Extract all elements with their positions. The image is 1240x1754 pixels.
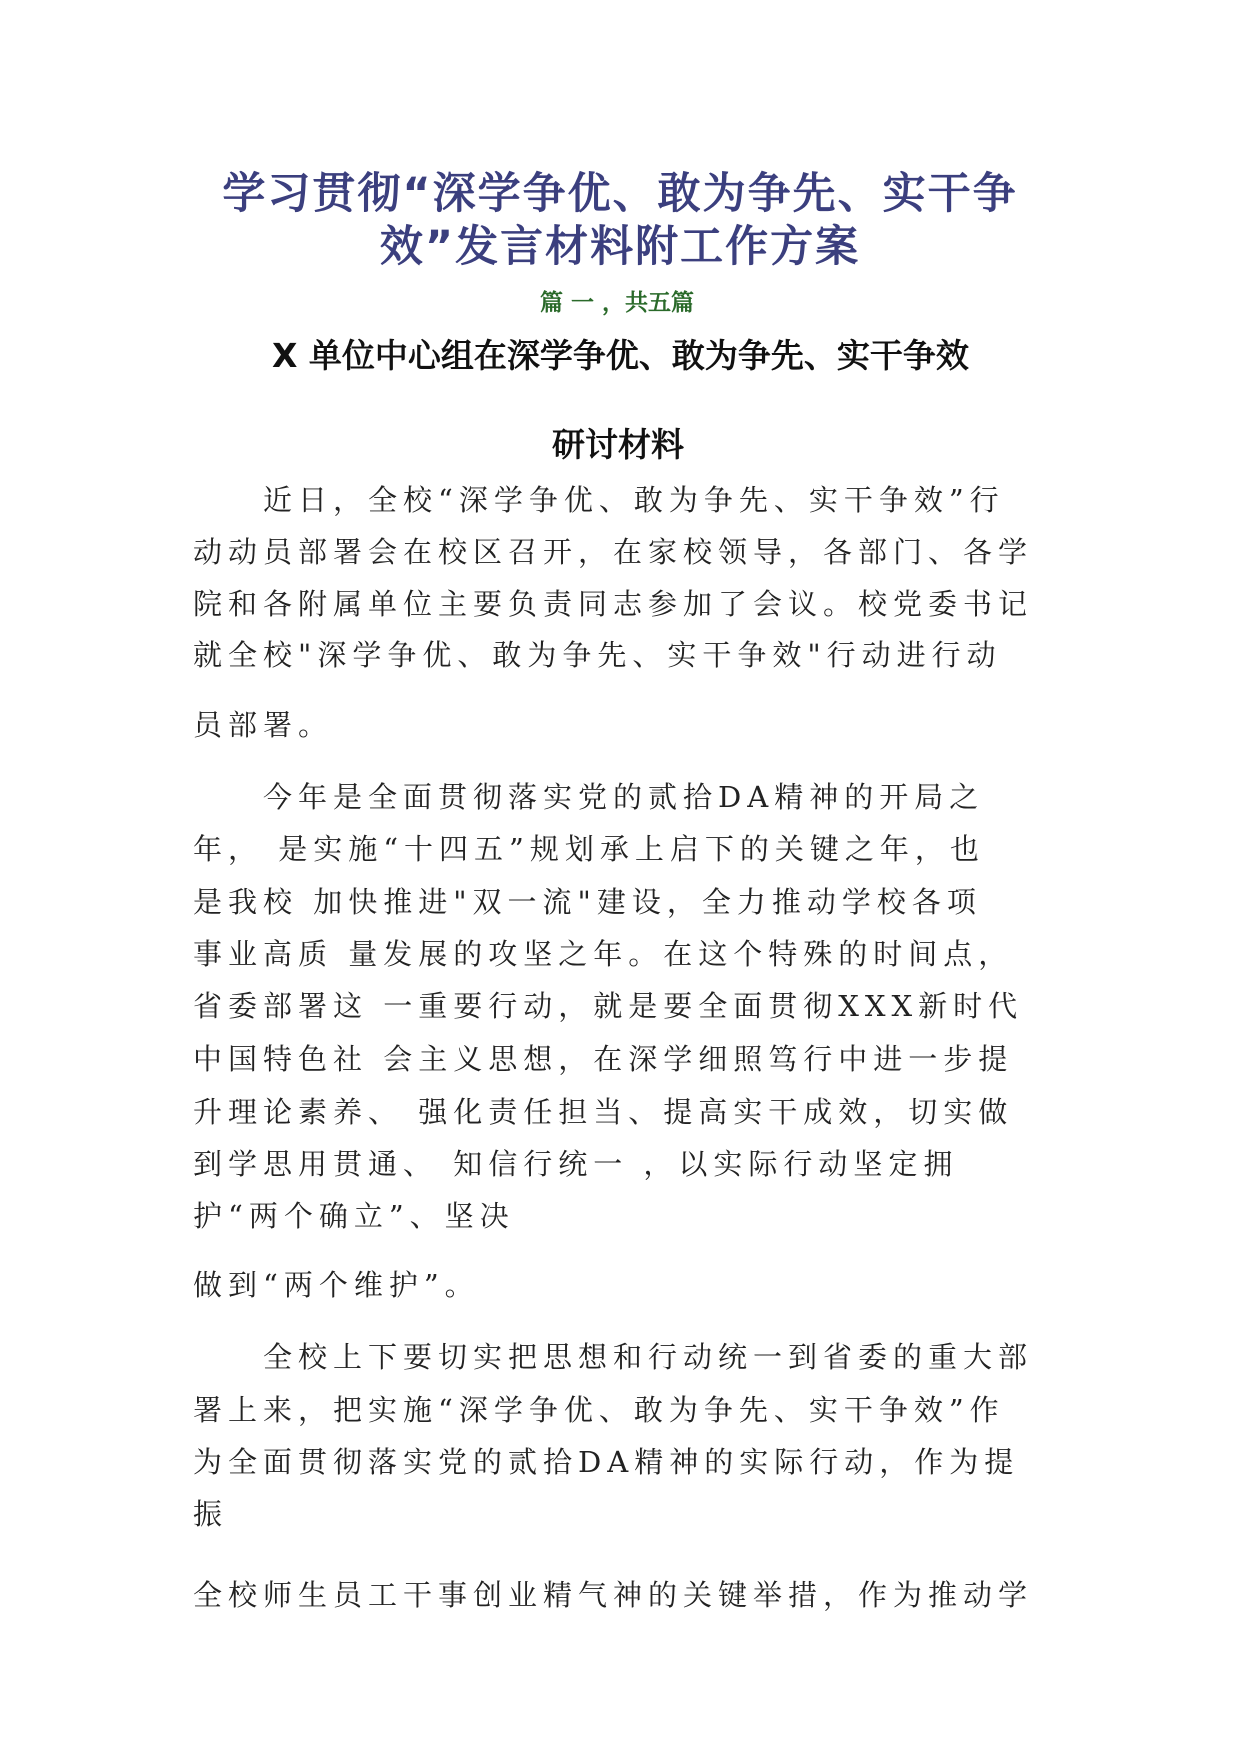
part-label: 篇 一 ，共五篇 (540, 290, 695, 316)
paragraph-2-line: 做到“两个维护”。 (193, 1268, 480, 1302)
paragraph-2-line: 省委部署这 一重要行动，就是要全面贯彻XXX新时代 (193, 989, 1024, 1023)
paragraph-2-line: 到学思用贯通、 知信行统一 ，以实际行动坚定拥 (193, 1147, 959, 1181)
paragraph-1-line: 动动员部署会在校区召开，在家校领导，各部门、各学 (193, 535, 1034, 569)
paragraph-1-line: 员部署。 (193, 708, 334, 742)
paragraph-3-line: 振 (193, 1497, 229, 1531)
document-title-line-1: 学习贯彻“深学争优、敢为争先、实干争 (222, 169, 1018, 219)
paragraph-3-line: 署上来，把实施“深学争优、敢为争先、实干争效”作 (193, 1393, 1005, 1427)
paragraph-2-line: 护“两个确立”、坚决 (193, 1199, 515, 1233)
paragraph-2-line: 升理论素养、 强化责任担当、提高实干成效，切实做 (193, 1095, 1014, 1129)
paragraph-2-line: 今年是全面贯彻落实党的贰拾DA精神的开局之 (263, 780, 985, 814)
paragraph-1-line: 就全校"深学争优、敢为争先、实干争效"行动进行动 (193, 638, 1002, 672)
section-title-line-1: X 单位中心组在深学争优、敢为争先、实干争效 (272, 336, 969, 375)
paragraph-2-line: 事业高质 量发展的攻坚之年。在这个特殊的时间点， (193, 937, 1014, 971)
paragraph-3-line: 为全面贯彻落实党的贰拾DA精神的实际行动，作为提 (193, 1445, 1020, 1479)
section-title-line-2: 研讨材料 (552, 425, 684, 464)
paragraph-2-line: 是我校 加快推进"双一流"建设，全力推动学校各项 (193, 885, 982, 919)
paragraph-3-line: 全校上下要切实把思想和行动统一到省委的重大部 (263, 1340, 1034, 1374)
document-title-line-2: 效”发言材料附工作方案 (379, 222, 861, 272)
paragraph-3-line: 全校师生员工干事创业精气神的关键举措，作为推动学 (193, 1578, 1034, 1612)
paragraph-2-line: 年， 是实施“十四五”规划承上启下的关键之年，也 (193, 832, 985, 866)
paragraph-2-line: 中国特色社 会主义思想，在深学细照笃行中进一步提 (193, 1042, 1014, 1076)
paragraph-1-line: 院和各附属单位主要负责同志参加了会议。校党委书记 (193, 587, 1034, 621)
paragraph-1-line: 近日，全校“深学争优、敢为争先、实干争效”行 (263, 483, 1005, 517)
